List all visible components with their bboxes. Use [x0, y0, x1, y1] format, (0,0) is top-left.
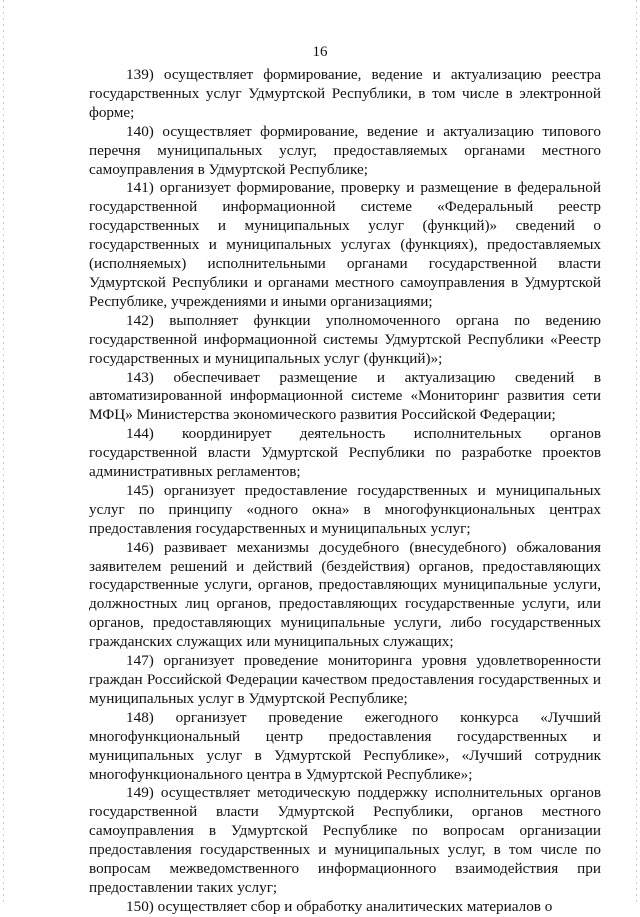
paragraph-149: 149) осуществляет методическую поддержку исполнительных органов государственной власти Удмуртской Республики, органов местного самоуправления в Удмуртской Республике по вопросам организации предоставления государственных и муниципальных услуг, в том числе по вопросам межведомственного информационного взаимодействия при предоставлении таких услуг;	[89, 784, 601, 896]
scan-edge-left	[3, 0, 4, 905]
paragraph-144: 144) координирует деятельность исполнительных органов государственной власти Удмуртской Республики по разработке проектов административных регламентов;	[89, 425, 601, 481]
paragraph-143: 143) обеспечивает размещение и актуализацию сведений в автоматизированной информационной системе «Мониторинг развития сети МФЦ» Министерства экономического развития Российской Федерации;	[89, 368, 601, 424]
paragraph-147: 147) организует проведение мониторинга уровня удовлетворенности граждан Российской Федерации качеством предоставления государственных и муниципальных услуг в Удмуртской Республике;	[89, 652, 601, 707]
page-number: 16	[312, 44, 328, 60]
paragraph-141: 141) организует формирование, проверку и размещение в федеральной государственной информационной системе «Федеральный реестр государственных и муниципальных услуг (функций)» сведений о государственных и муниципальных услугах (функциях), предоставляемых (исполняемых) исполнительными органами государственной власти Удмуртской Республики и органами местного самоуправления в Удмуртской Республике, учреждениями и иными организациями;	[89, 179, 601, 310]
paragraph-150: 150) осуществляет сбор и обработку аналитических материалов о	[126, 897, 553, 915]
paragraph-140: 140) осуществляет формирование, ведение и актуализацию типового перечня муниципальных услуг, предоставляемых органами местного самоуправления в Удмуртской Республике;	[89, 122, 601, 178]
scan-edge-right	[636, 0, 637, 905]
paragraph-148: 148) организует проведение ежегодного конкурса «Лучший многофункциональный центр предоставления государственных и муниципальных услуг в Удмуртской Республике», «Лучший сотрудник многофункционального центра в Удмуртской Республике»;	[89, 708, 601, 783]
document-body	[89, 66, 601, 917]
paragraph-142: 142) выполняет функции уполномоченного органа по ведению государственной информационной системы Удмуртской Республики «Реестр государственных и муниципальных услуг (функций)»;	[89, 311, 601, 367]
paragraph-139: 139) осуществляет формирование, ведение и актуализацию реестра государственных услуг Удмуртской Республики, в том числе в электронной форме;	[89, 66, 601, 121]
paragraph-146: 146) развивает механизмы досудебного (внесудебного) обжалования заявителем решений и действий (бездействия) органов, предоставляющих государственные услуги, органов, предоставляющих муниципальные услуги, должностных лиц органов, предоставляющих государственные услуги, или органов, предоставляющих муниципальные услуги, либо государственных гражданских служащих или муниципальных служащих;	[89, 538, 601, 651]
paragraph-145: 145) организует предоставление государственных и муниципальных услуг по принципу «одного окна» в многофункциональных центрах предоставления государственных и муниципальных услуг;	[89, 481, 601, 537]
